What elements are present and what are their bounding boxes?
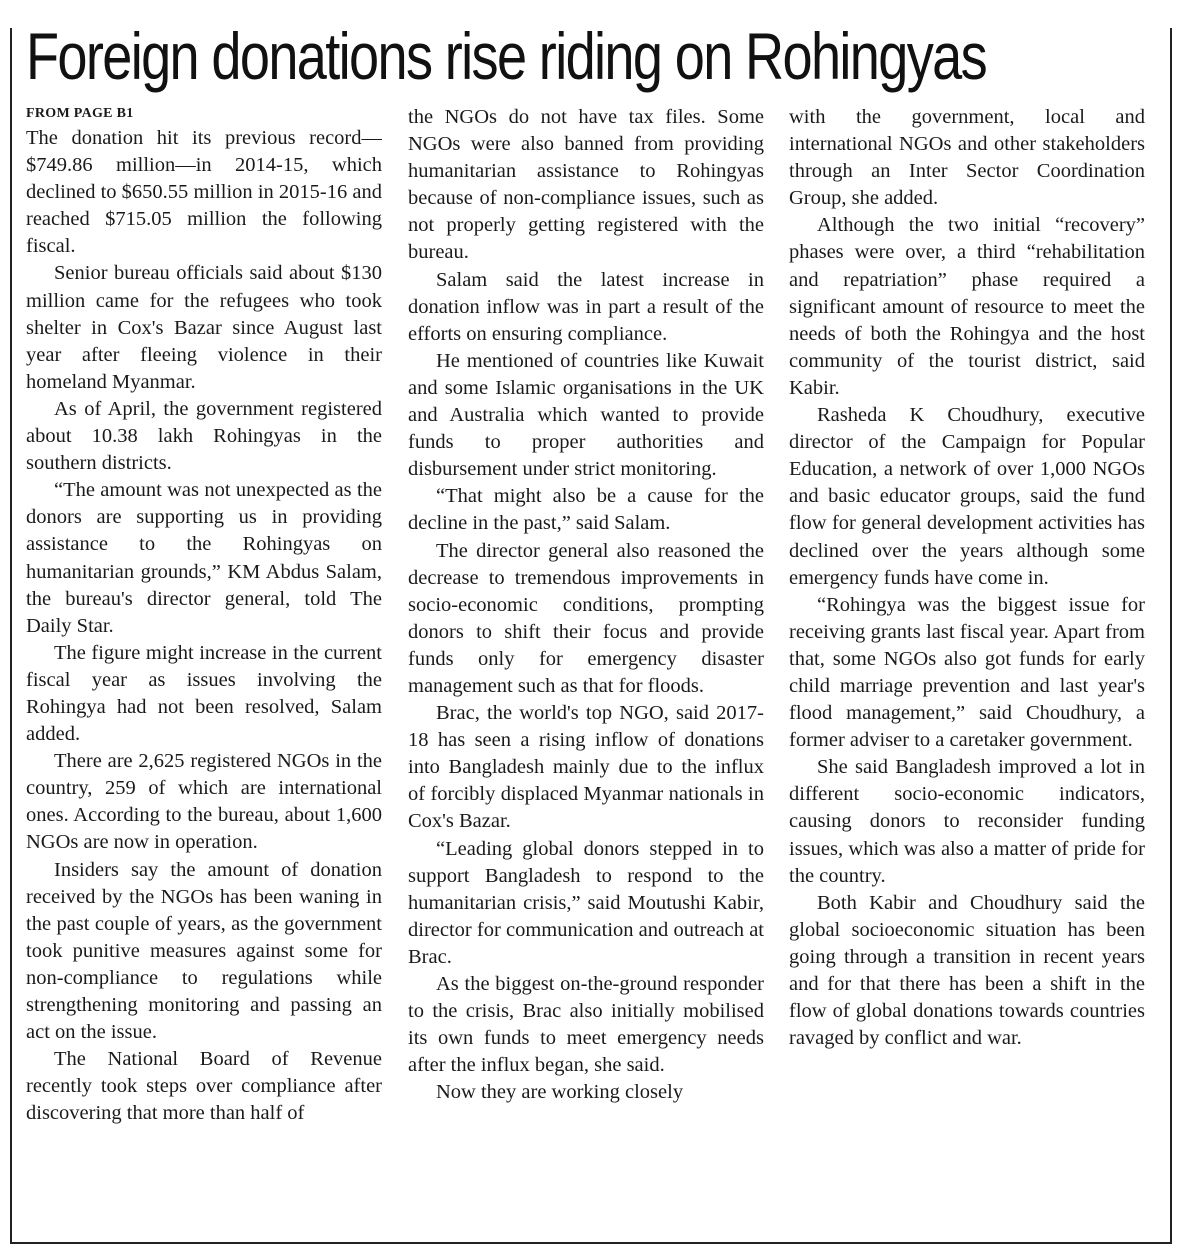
paragraph: As the biggest on-the-ground responder to the crisis, Brac also initially mobilised its own funds to meet emergency needs after the influx began, she said.: [408, 973, 764, 1077]
continuation-label: FROM PAGE B1: [26, 106, 134, 121]
paragraph: As of April, the government registered about 10.38 lakh Rohingyas in the southern districts.: [26, 397, 382, 475]
right-border-rule: [1170, 28, 1172, 1244]
bottom-border-rule: [10, 1242, 1172, 1244]
paragraph: Now they are working closely: [436, 1081, 684, 1104]
paragraph: The donation hit its previous record—$749.86 million—in 2014-15, which declined to $650.55 million in 2015-16 and reached $715.05 million the following fiscal.: [26, 127, 382, 258]
paragraph: “That might also be a cause for the decline in the past,” said Salam.: [408, 485, 764, 535]
left-border-rule: [10, 28, 12, 1244]
paragraph: The director general also reasoned the decrease to tremendous improvements in socio-economic conditions, prompting donors to shift their focus and provide funds only for emergency disaster management such as that for floods.: [408, 539, 764, 697]
paragraph: “Leading global donors stepped in to support Bangladesh to respond to the humanitarian crisis,” said Moutushi Kabir, director for communication and outreach at Brac.: [408, 837, 764, 968]
paragraph: Insiders say the amount of donation received by the NGOs has been waning in the past couple of years, as the government took punitive measures against some for non-compliance to regulations while strengthening monitoring and passing an act on the issue.: [26, 858, 382, 1044]
paragraph: with the government, local and international NGOs and other stakeholders through an Inter Sector Coordination Group, she added.: [789, 106, 1145, 210]
paragraph: There are 2,625 registered NGOs in the country, 259 of which are international ones. According to the bureau, about 1,600 NGOs are now in operation.: [26, 750, 382, 854]
paragraph: “Rohingya was the biggest issue for receiving grants last fiscal year. Apart from that, some NGOs also got funds for early child marriage prevention and last year's flood management,” said Choudhury, a former adviser to a caretaker government.: [789, 593, 1145, 752]
paragraph: She said Bangladesh improved a lot in different socio-economic indicators, causing donors to reconsider funding issues, which was also a matter of pride for the country.: [789, 756, 1145, 887]
paragraph: The figure might increase in the current fiscal year as issues involving the Rohingya had not been resolved, Salam added.: [26, 641, 382, 746]
paragraph: Although the two initial “recovery” phases were over, a third “rehabilitation and repatriation” phase required a significant amount of resource to meet the needs of both the Rohingya and the host community of the tourist district, said Kabir.: [789, 214, 1145, 399]
article-column-3: [789, 104, 1145, 1228]
paragraph: He mentioned of countries like Kuwait and some Islamic organisations in the UK and Australia which wanted to provide funds to proper authorities and disbursement under strict monitoring.: [408, 349, 764, 481]
paragraph: Both Kabir and Choudhury said the global socioeconomic situation has been going through a transition in recent years and for that there has been a shift in the flow of global donations towards countries ravaged by conflict and war.: [789, 891, 1145, 1050]
paragraph: The National Board of Revenue recently took steps over compliance after discovering that more than half of: [26, 1048, 382, 1125]
article-column-1: [26, 104, 382, 1228]
paragraph: Brac, the world's top NGO, said 2017-18 has seen a rising inflow of donations into Bangladesh mainly due to the influx of forcibly displaced Myanmar nationals in Cox's Bazar.: [408, 702, 764, 833]
paragraph: Senior bureau officials said about $130 million came for the refugees who took shelter in Cox's Bazar since August last year after fleeing violence in their homeland Myanmar.: [26, 262, 382, 393]
paragraph: “The amount was not unexpected as the donors are supporting us in providing assistance to the Rohingyas on humanitarian grounds,” KM Abdus Salam, the bureau's director general, told The Daily Star.: [26, 479, 382, 637]
article-column-2: [408, 104, 764, 1228]
paragraph: Rasheda K Choudhury, executive director of the Campaign for Popular Education, a network of over 1,000 NGOs and basic educator groups, said the fund flow for general development activities has declined over the years although some emergency funds have come in.: [789, 404, 1145, 589]
paragraph: Salam said the latest increase in donation inflow was in part a result of the efforts on ensuring compliance.: [408, 268, 764, 345]
paragraph: the NGOs do not have tax files. Some NGOs were also banned from providing humanitarian assistance to Rohingyas because of non-compliance issues, such as not properly getting registered with the bureau.: [408, 106, 764, 264]
headline: Foreign donations rise riding on Rohingyas: [26, 19, 987, 93]
